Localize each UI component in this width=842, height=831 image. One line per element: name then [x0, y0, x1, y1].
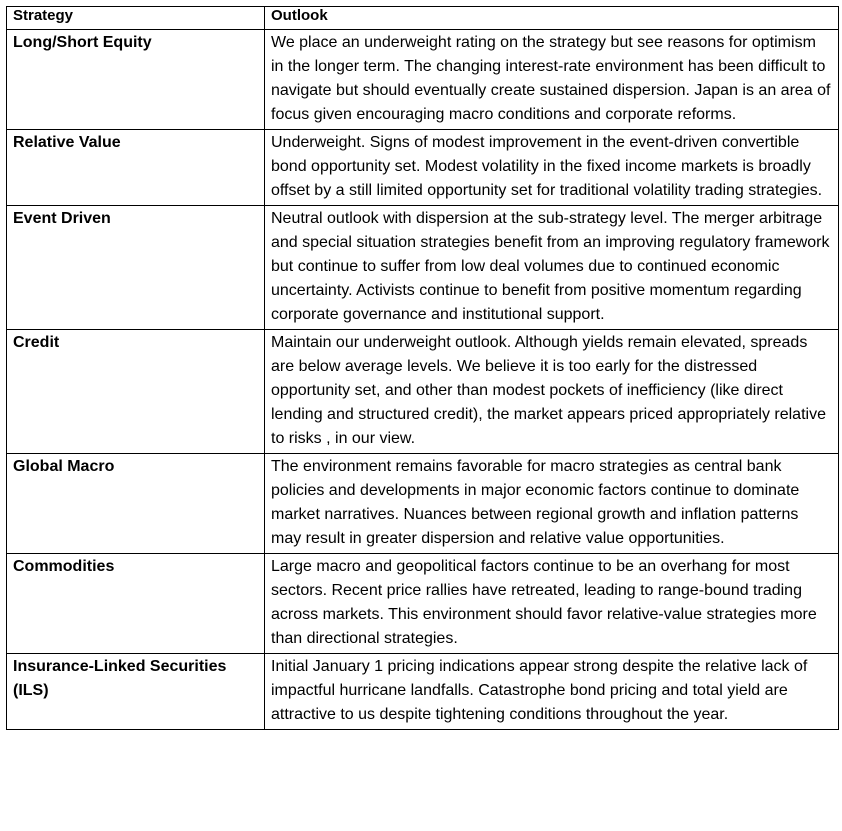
strategy-name: Relative Value	[7, 130, 265, 206]
strategy-outlook-table	[6, 6, 839, 730]
table-row	[7, 330, 839, 454]
strategy-name: Insurance-Linked Securities (ILS)	[7, 654, 265, 730]
strategy-outlook: Neutral outlook with dispersion at the sub-strategy level. The merger arbitrage and special situation strategies benefit from an improving regulatory framework but continue to suffer from low deal volumes due to continued economic uncertainty. Activists continue to benefit from positive momentum regarding corporate governance and institutional support.	[265, 206, 839, 330]
strategy-outlook: The environment remains favorable for macro strategies as central bank policies and developments in major economic factors continue to dominate market narratives. Nuances between regional growth and inflation patterns may result in greater dispersion and relative value opportunities.	[265, 454, 839, 554]
strategy-name: Credit	[7, 330, 265, 454]
table-row	[7, 554, 839, 654]
strategy-outlook: Underweight. Signs of modest improvement in the event-driven convertible bond opportunity set. Modest volatility in the fixed income markets is broadly offset by a still limited opportunity set for traditional volatility trading strategies.	[265, 130, 839, 206]
table-row	[7, 454, 839, 554]
strategy-name: Event Driven	[7, 206, 265, 330]
strategy-outlook: Initial January 1 pricing indications appear strong despite the relative lack of impactful hurricane landfalls. Catastrophe bond pricing and total yield are attractive to us despite tightening conditions throughout the year.	[265, 654, 839, 730]
table-row	[7, 206, 839, 330]
table-row	[7, 30, 839, 130]
strategy-outlook: Maintain our underweight outlook. Although yields remain elevated, spreads are below average levels. We believe it is too early for the distressed opportunity set, and other than modest pockets of inefficiency (like direct lending and structured credit), the market appears priced appropriately relative to risks , in our view.	[265, 330, 839, 454]
strategy-name: Long/Short Equity	[7, 30, 265, 130]
strategy-outlook: We place an underweight rating on the strategy but see reasons for optimism in the longer term. The changing interest-rate environment has been difficult to navigate but should eventually create sustained dispersion. Japan is an area of focus given encouraging macro conditions and corporate reforms.	[265, 30, 839, 130]
strategy-name: Commodities	[7, 554, 265, 654]
strategy-outlook: Large macro and geopolitical factors continue to be an overhang for most sectors. Recent price rallies have retreated, leading to range-bound trading across markets. This environment should favor relative-value strategies more than directional strategies.	[265, 554, 839, 654]
strategy-column-header: Strategy	[7, 7, 265, 30]
strategy-name: Global Macro	[7, 454, 265, 554]
table-row	[7, 654, 839, 730]
header-row	[7, 7, 839, 30]
table-row	[7, 130, 839, 206]
outlook-column-header: Outlook	[265, 7, 839, 30]
